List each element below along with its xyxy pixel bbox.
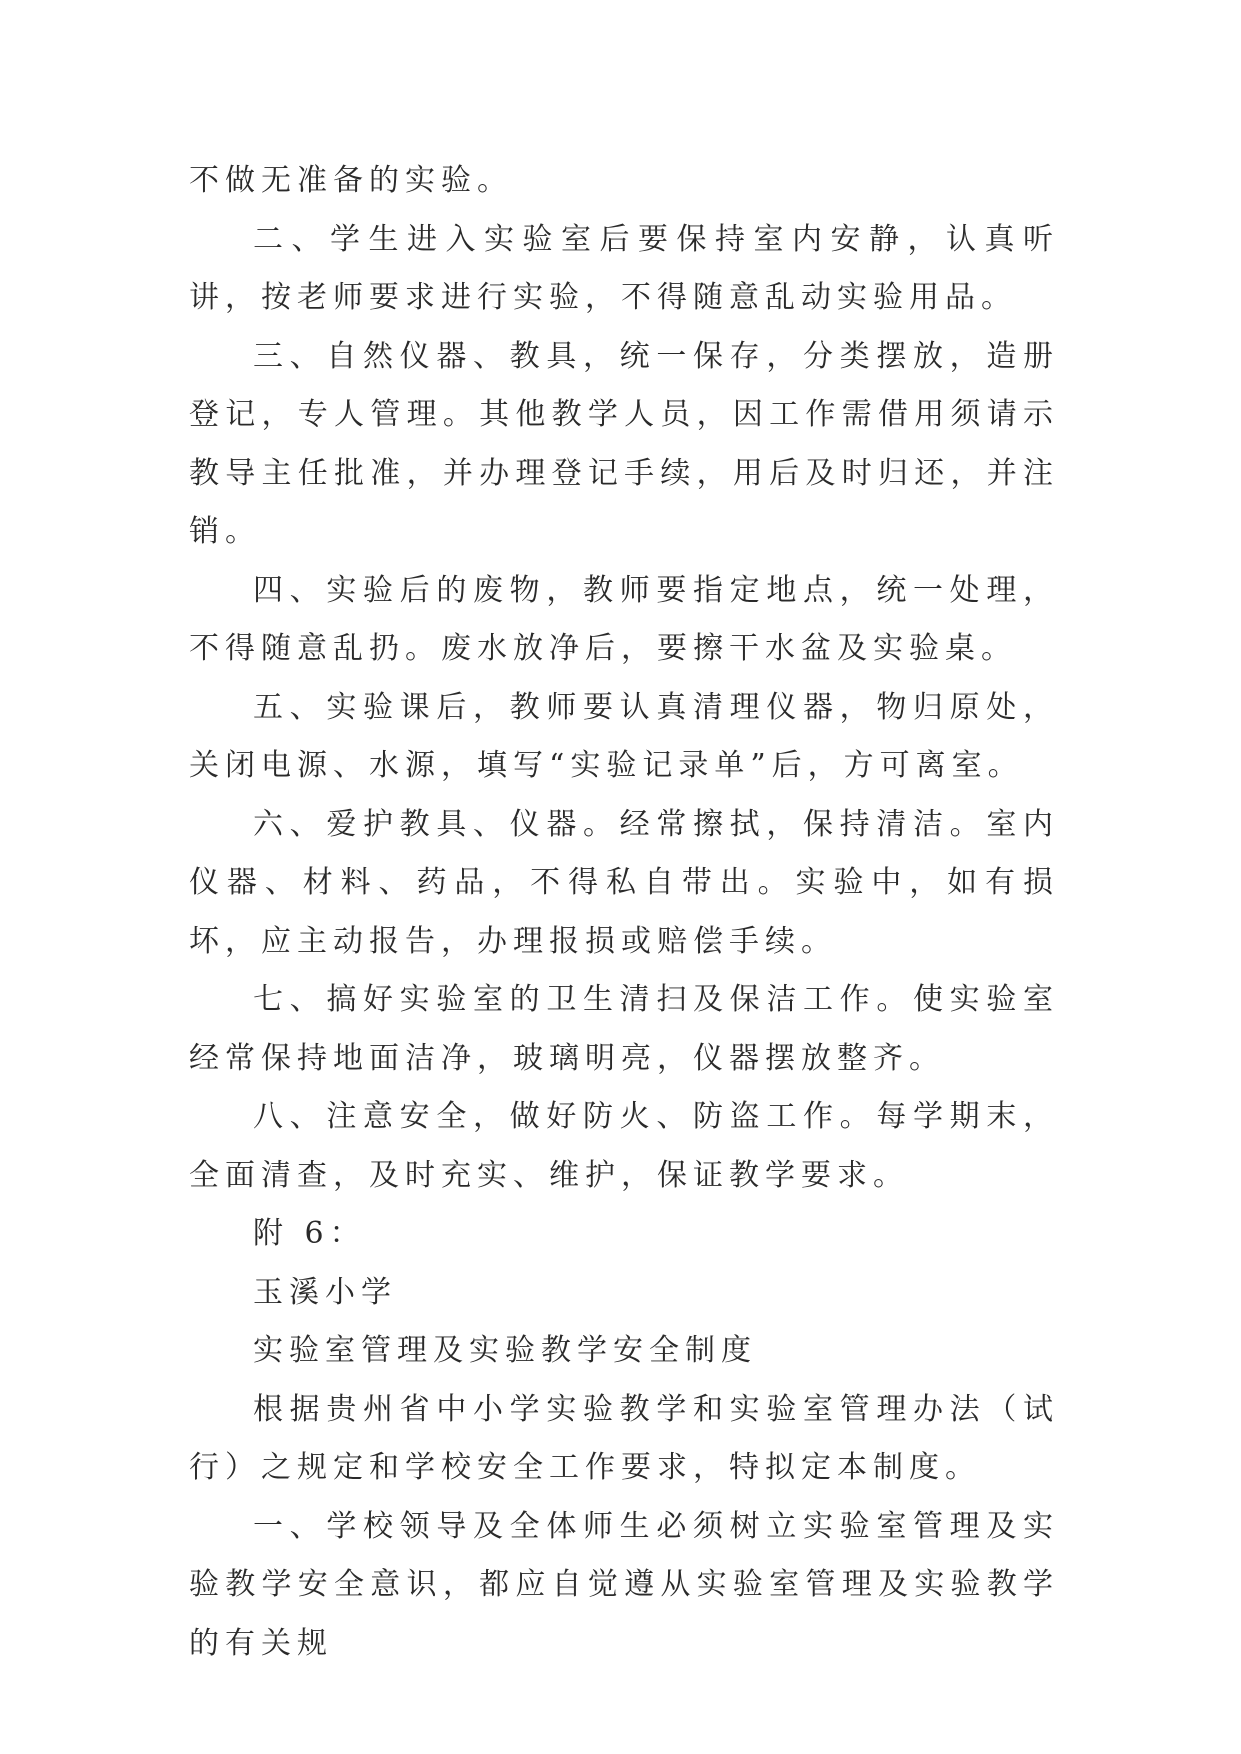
appendix-label: 附 6： [253, 1216, 366, 1251]
paragraph-safety-rule-1: 一、学校领导及全体师生必须树立实验室管理及实验教学安全意识，都应自觉遵从实验室管理及实验教学的有关规 [189, 1508, 1059, 1661]
document-body [189, 152, 1059, 1673]
paragraph-rule-5: 五、实验课后，教师要认真清理仪器，物归原处，关闭电源、水源，填写“实验记录单”后，方可离室。 [189, 689, 1059, 783]
paragraph-rule-6: 六、爱护教具、仪器。经常擦拭，保持清洁。室内仪器、材料、药品，不得私自带出。实验中，如有损坏，应主动报告，办理报损或赔偿手续。 [189, 806, 1059, 959]
paragraph-rule-8: 八、注意安全，做好防火、防盗工作。每学期末，全面清查，及时充实、维护，保证教学要求。 [189, 1099, 1059, 1193]
paragraph-intro: 根据贵州省中小学实验教学和实验室管理办法（试行）之规定和学校安全工作要求，特拟定本制度。 [189, 1391, 1059, 1485]
paragraph-rule-7: 七、搞好实验室的卫生清扫及保洁工作。使实验室经常保持地面洁净，玻璃明亮，仪器摆放整齐。 [189, 982, 1059, 1076]
school-name: 玉溪小学 [253, 1274, 397, 1310]
paragraph-continuation: 不做无准备的实验。 [189, 163, 513, 198]
paragraph-rule-4: 四、实验后的废物，教师要指定地点，统一处理，不得随意乱扔。废水放净后，要擦干水盆及实验桌。 [189, 572, 1059, 666]
paragraph-rule-2: 二、学生进入实验室后要保持室内安静，认真听讲，按老师要求进行实验，不得随意乱动实验用品。 [189, 221, 1059, 315]
paragraph-rule-3: 三、自然仪器、教具，统一保存，分类摆放，造册登记，专人管理。其他教学人员，因工作需借用须请示教导主任批准，并办理登记手续，用后及时归还，并注销。 [189, 338, 1059, 549]
section-title: 实验室管理及实验教学安全制度 [253, 1333, 757, 1368]
